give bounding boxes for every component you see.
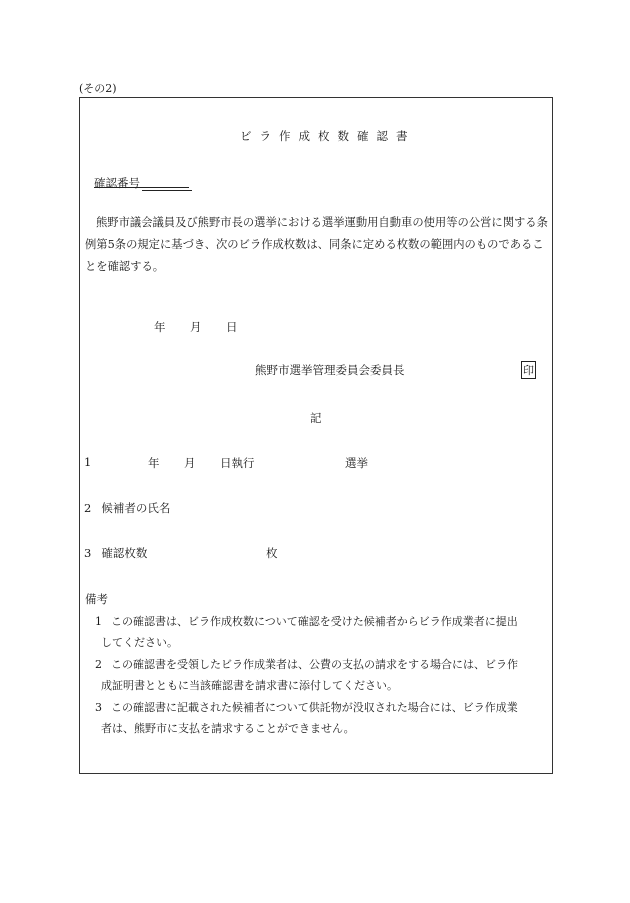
item-3-number: 3 <box>84 546 92 560</box>
candidate-name-label: 候補者の氏名 <box>101 501 171 515</box>
item-1-month: 月 <box>184 456 196 470</box>
item-1-year: 年 <box>148 456 160 470</box>
item-3 <box>84 545 147 561</box>
item-1-number: 1 <box>84 455 92 469</box>
confirmation-number-label: 確認番号 <box>94 176 140 190</box>
note-2-number: 2 <box>95 658 102 671</box>
note-2-line-2: 成証明書とともに当該確認書を請求書に添付してください。 <box>101 679 398 692</box>
body-paragraph: 熊野市議会議員及び熊野市長の選挙における選挙運動用自動車の使用等の公営に関する条例第5条の規定に基づき、次のビラ作成枚数は、同条に定める枚数の範囲内のものであることを確認する。 <box>85 216 548 273</box>
note-1-line-2: してください。 <box>101 636 178 649</box>
issuer-title: 熊野市選挙管理委員会委員長 <box>255 363 405 377</box>
date-day: 日 <box>226 320 238 334</box>
date-month: 月 <box>190 320 202 334</box>
note-2 <box>87 654 549 696</box>
note-1-line-1: この確認書は、ビラ作成枚数について確認を受けた候補者からビラ作成業者に提出 <box>111 615 518 628</box>
note-1 <box>87 611 549 653</box>
note-1-number: 1 <box>95 615 102 628</box>
item-2 <box>84 500 170 516</box>
confirmation-number-field <box>94 175 192 191</box>
note-2-line-1: この確認書を受領したビラ作成業者は、公費の支払の請求をする場合には、ビラ作 <box>111 658 518 671</box>
confirmed-count-unit: 枚 <box>266 546 278 560</box>
note-3-line-1: この確認書に記載された候補者について供託物が没収された場合には、ビラ作成業 <box>111 701 518 714</box>
confirmed-count-label: 確認枚数 <box>101 546 148 560</box>
item-2-number: 2 <box>84 501 92 515</box>
date-year: 年 <box>154 320 166 334</box>
note-3-line-2: 者は、熊野市に支払を請求することができません。 <box>101 722 355 735</box>
note-3-number: 3 <box>95 701 102 714</box>
ki-heading: 記 <box>310 411 322 425</box>
document-title: ビラ作成枚数確認書 <box>240 129 416 143</box>
item-1-execution-day: 日執行 <box>220 456 255 470</box>
confirmation-number-underline <box>94 187 189 188</box>
notes-heading: 備考 <box>85 592 108 606</box>
note-3 <box>87 697 549 739</box>
seal-mark: 印 <box>521 361 536 379</box>
item-1-election: 選挙 <box>345 456 368 470</box>
confirmation-number-blank <box>142 178 192 191</box>
form-number-label: (その2) <box>79 82 117 95</box>
